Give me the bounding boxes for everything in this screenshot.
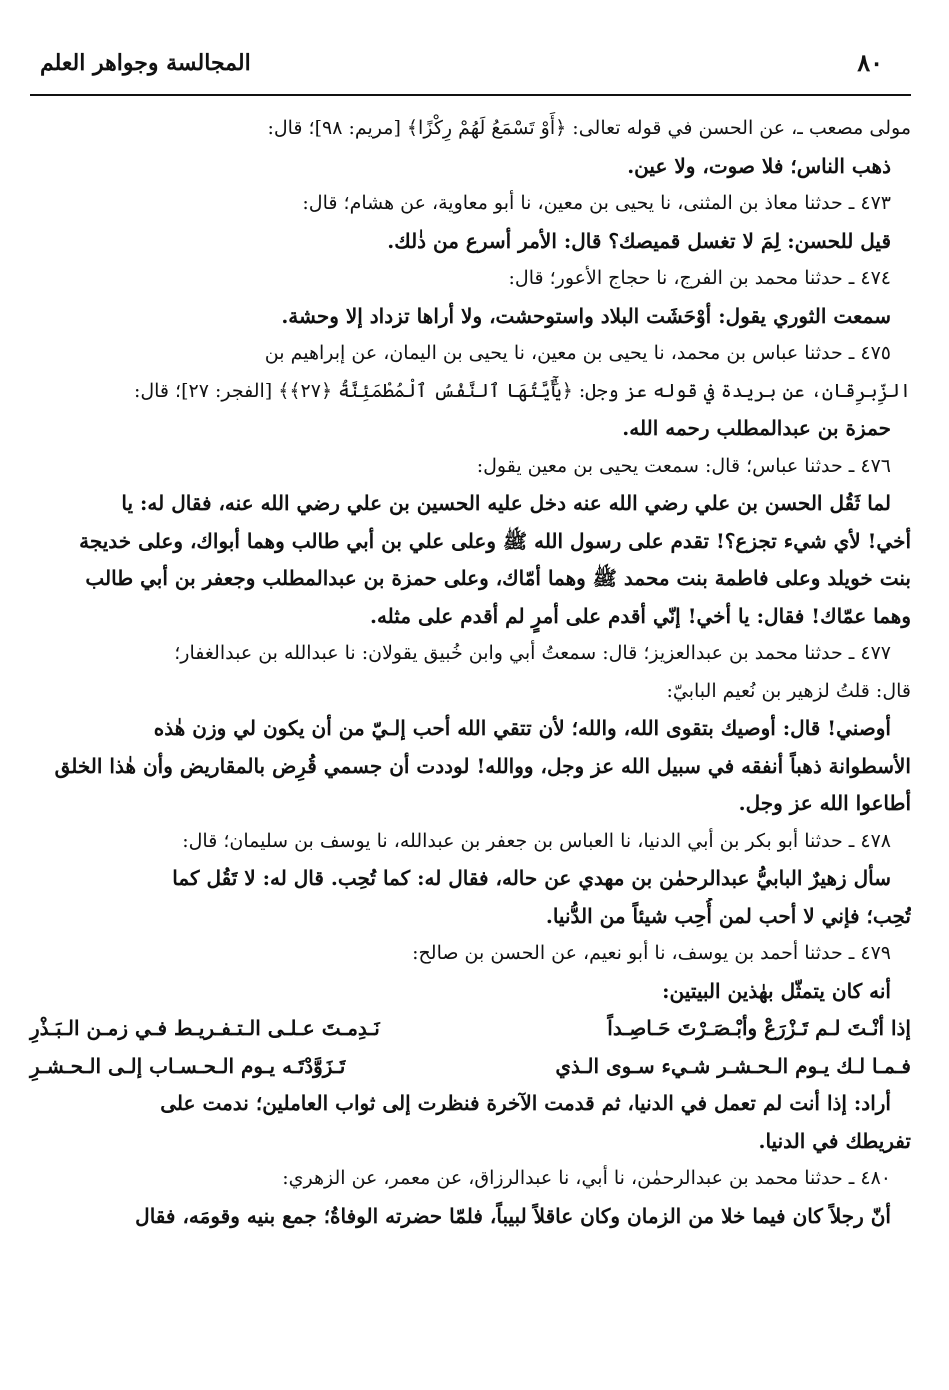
page-body [30,110,911,1235]
text-line: بنت خويلد وعلى فاطمة بنت محمد ﷺ وهما أمّاك، وعلى حمزة بن عبدالمطلب وجعفر بن أبي طالب [85,566,911,590]
text-line: ٤٧٩ ـ حدثنا أحمد بن يوسف، نا أبو نعيم، عن الحسن بن صالح: [412,942,891,964]
text-line: ٤٧٣ ـ حدثنا معاذ بن المثنى، نا يحيى بن معين، نا أبو معاوية، عن هشام؛ قال: [302,192,891,214]
text-line: أنه كان يتمثّل بهٰذين البيتين: [662,978,891,1003]
text-line: ٤٧٧ ـ حدثنا محمد بن عبدالعزيز؛ قال: سمعتُ أبي وابن خُبيق يقولان: نا عبدالله بن عبدالغفار؛ [174,642,891,664]
text-line: مولى مصعب ـ، عن الحسن في قوله تعالى: ﴿أَوْ تَسْمَعُ لَهُمْ رِكْزًا﴾ [مريم: ٩٨]؛ قال: [267,117,911,139]
text-line: حمزة بن عبدالمطلب رحمه الله. [622,416,891,440]
text-line: الزِّبرِقان، عن بريدة في قوله عز وجل: ﴿يَٰٓأَيَّتُهَا ٱلنَّفْسُ ٱلْمُطْمَئِنَّةُ ﴿٢٧﴾﴾ [الفجر: ٢٧]؛ قال: [133,379,911,402]
text-block-after-verses [30,1085,911,1235]
text-line: ٤٧٥ ـ حدثنا عباس بن محمد، نا يحيى بن معين، نا يحيى بن اليمان، عن إبراهيم بن [264,342,891,364]
text-line: أوصني! قال: أوصيك بتقوى الله، والله؛ لأن تتقي الله أحب إلـيّ من أن يكون لي وزن هٰذه [153,716,891,740]
text-line: وهما عمّاك! فقال: يا أخي! إنّي أقدم على أمرٍ لم أقدم على مثله. [370,603,911,628]
text-block-main [30,110,911,1010]
running-title: المجالسة وجواهر العلم [40,50,251,76]
poetry-verses [30,1010,911,1085]
text-line: سمعت الثوري يقول: أوْحَشَت البلاد واستوحشت، ولا أراها تزداد إلا وحشة. [281,303,891,328]
text-line: تفريطك في الدنيا. [758,1128,911,1153]
text-line: الأسطوانة ذهباً أنفقه في سبيل الله عز وجل، ووالله! لوددت أن جسمي قُرِض بالمقاريض وأن هٰذا الخلق [54,753,911,778]
verse-second-hemistich: تَـزَوَّدْتَـه يـوم الـحـسـاب إلـى الـحـشـرِ [30,1053,346,1078]
verse-second-hemistich: نَـدِمـتَ عـلـى الـتـفـريـط فـي زمـن الـبَـذْرِ [30,1016,380,1040]
text-line: أراد: إذا أنت لم تعمل في الدنيا، ثم قدمت الآخرة فنظرت إلى ثواب العاملين؛ ندمت على [160,1091,891,1115]
page-header [30,42,911,96]
text-line: ذهب الناس؛ فلا صوت، ولا عين. [627,153,891,178]
text-line: قيل للحسن: لِمَ لا تغسل قميصك؟ قال: الأمر أسرع من ذٰلك. [387,228,891,253]
text-line: قال: قلتُ لزهير بن نُعيم البابيّ: [666,679,911,702]
text-line: لما ثَقُل الحسن بن علي رضي الله عنه دخل عليه الحسين بن علي رضي الله عنه، فقال له: يا [121,491,891,515]
text-line: أخي! لأي شيء تجزع؟! تقدم على رسول الله ﷺ وعلى علي بن أبي طالب وهما أبواك، وعلى خديجة [79,528,911,553]
verse-line [30,1010,911,1048]
verse-first-hemistich: إذا أنْـتَ لـم تَـزْرَعْ وأبْـصَـرْتَ حَـاصِـداً [607,1016,911,1040]
text-line: ٤٨٠ ـ حدثنا محمد بن عبدالرحمٰن، نا أبي، نا عبدالرزاق، عن معمر، عن الزهري: [282,1167,891,1189]
text-line: ٤٧٤ ـ حدثنا محمد بن الفرج، نا حجاج الأعور؛ قال: [508,267,891,289]
verse-line [30,1048,911,1086]
text-line: أنّ رجلاً كان فيما خلا من الزمان وكان عاقلاً لبيباً، فلمّا حضرته الوفاةُ؛ جمع بنيه وقومَه، فقال [135,1203,891,1228]
text-line: أطاعوا الله عز وجل. [738,791,911,815]
text-line: ٤٧٦ ـ حدثنا عباس؛ قال: سمعت يحيى بن معين يقول: [476,454,891,477]
text-line: سأل زهيرٌ البابيُّ عبدالرحمٰن بن مهدي عن حاله، فقال له: كما تُحِب. قال له: لا تَقُل كما [172,866,891,890]
page-number: ٨٠ [857,48,883,77]
text-line: ٤٧٨ ـ حدثنا أبو بكر بن أبي الدنيا، نا العباس بن جعفر بن عبدالله، نا يوسف بن سليمان؛ قال: [182,829,891,852]
verse-first-hemistich: فـمـا لـك يـوم الـحـشـر شـيء سـوى الـذي [555,1053,911,1078]
text-line: تُحِب؛ فإني لا أحب لمن أُحِب شيئاً من الدُّنيا. [545,903,911,928]
